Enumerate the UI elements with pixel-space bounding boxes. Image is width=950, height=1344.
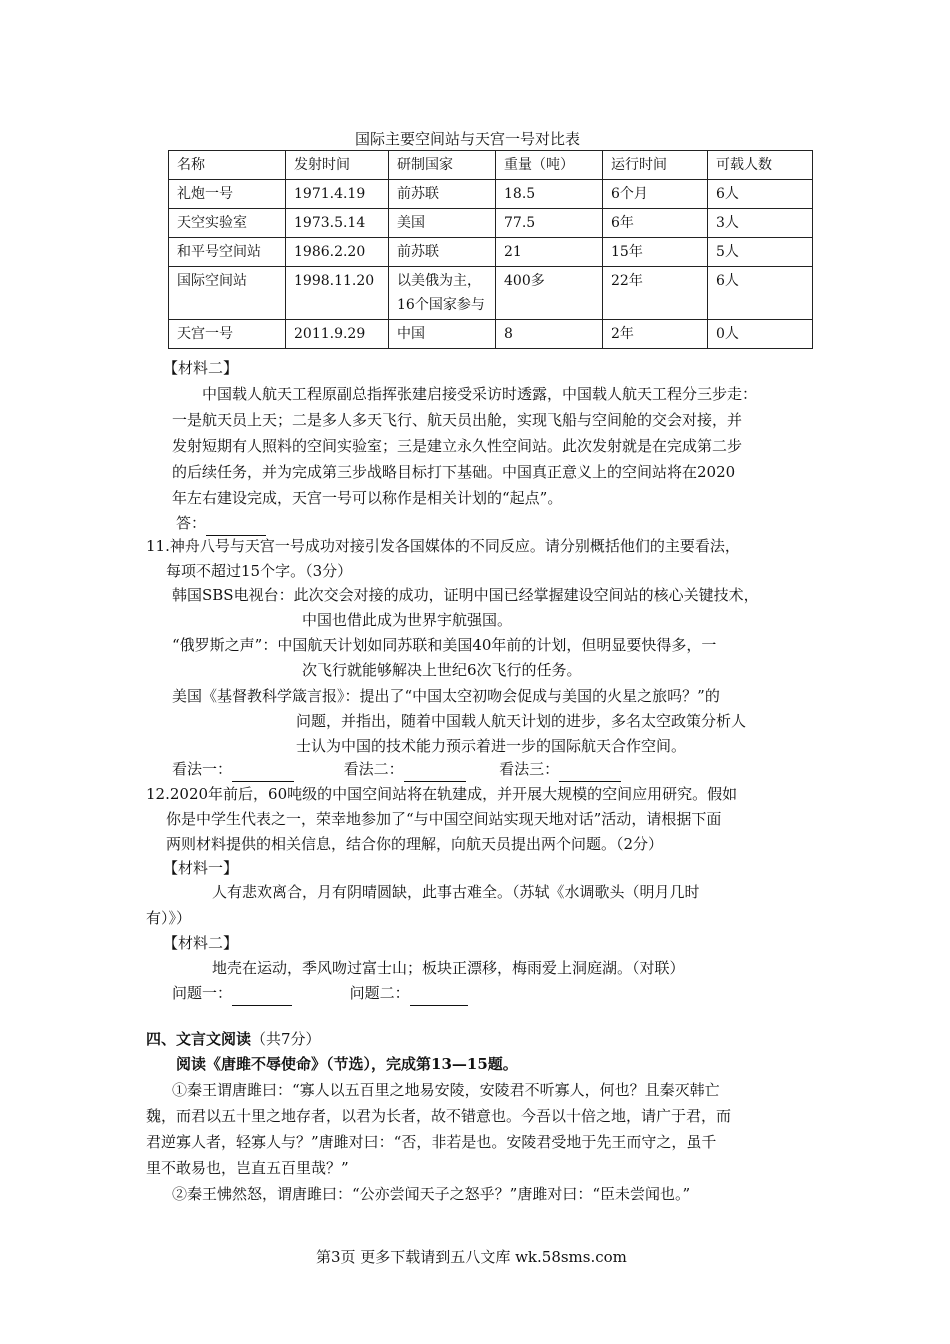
table-cell: 国际空间站 <box>169 267 286 320</box>
russia-view: 次飞行就能够解决上世纪6次飞行的任务。 <box>302 661 582 679</box>
table-cell: 以美俄为主，16个国家参与 <box>389 267 496 320</box>
table-cell: 3人 <box>708 209 813 238</box>
header-cell: 运行时间 <box>603 151 708 180</box>
comparison-table <box>168 150 813 349</box>
view2-label: 看法二： <box>343 760 404 778</box>
table-cell: 天空实验室 <box>169 209 286 238</box>
classical-paragraph-2: ②秦王怫然怒，谓唐雎曰：“公亦尝闻天子之怒乎？”唐雎对曰：“臣未尝闻也。” <box>172 1185 691 1203</box>
russia-view: “俄罗斯之声”：中国航天计划如同苏联和美国40年前的计划，但明显要快得多，一 <box>172 636 717 654</box>
view1-blank[interactable] <box>232 765 294 782</box>
header-cell: 发射时间 <box>286 151 389 180</box>
table-caption: 国际主要空间站与天宫一号对比表 <box>355 130 581 148</box>
table-cell: 0人 <box>708 320 813 349</box>
table-cell: 美国 <box>389 209 496 238</box>
section-four-instruction: 阅读《唐雎不辱使命》（节选），完成第13—15题。 <box>176 1055 518 1073</box>
table-cell: 15年 <box>603 238 708 267</box>
table-row <box>169 238 813 267</box>
table-cell: 1998.11.20 <box>286 267 389 320</box>
table-cell: 前苏联 <box>389 180 496 209</box>
table-cell: 1971.4.19 <box>286 180 389 209</box>
table-row <box>169 209 813 238</box>
table-cell: 21 <box>496 238 603 267</box>
table-cell: 和平号空间站 <box>169 238 286 267</box>
ask1-blank[interactable] <box>232 989 292 1006</box>
table-cell: 1973.5.14 <box>286 209 389 238</box>
ask1-label: 问题一： <box>172 984 233 1002</box>
classical-paragraph-1: ①秦王谓唐雎曰：“寡人以五百里之地易安陵，安陵君不听寡人，何也？且秦灭韩亡 <box>172 1081 720 1099</box>
material-two-line: 一是航天员上天；二是多人多天飞行、航天员出舱，实现飞船与空间舱的交会对接，并 <box>172 411 743 429</box>
ask2-blank[interactable] <box>410 989 468 1006</box>
korea-view: 韩国SBS电视台：此次交会对接的成功，证明中国已经掌握建设空间站的核心关键技术， <box>172 586 759 604</box>
material-two-line: 中国载人航天工程原副总指挥张建启接受采访时透露，中国载人航天工程分三步走： <box>202 385 758 403</box>
classical-paragraph-1: 里不敢易也，岂直五百里哉？” <box>146 1159 349 1177</box>
q12-material-two-label: 【材料二】 <box>163 934 239 952</box>
table-cell: 22年 <box>603 267 708 320</box>
table-cell: 前苏联 <box>389 238 496 267</box>
usa-view: 美国《基督教科学箴言报》：提出了“中国太空初吻会促成与美国的火星之旅吗？”的 <box>172 687 720 705</box>
table-cell: 8 <box>496 320 603 349</box>
table-cell: 中国 <box>389 320 496 349</box>
table-cell: 5人 <box>708 238 813 267</box>
table-row <box>169 320 813 349</box>
header-cell: 名称 <box>169 151 286 180</box>
section-four-heading <box>146 1026 321 1052</box>
header-cell: 重量（吨） <box>496 151 603 180</box>
section-four-score: （共7分） <box>251 1030 321 1048</box>
q12-line: 12.2020年前后，60吨级的中国空间站将在轨建成，并开展大规模的空间应用研究。假如 <box>146 785 738 803</box>
usa-view: 士认为中国的技术能力预示着进一步的国际航天合作空间。 <box>296 737 687 755</box>
q12-material-one-line: 人有悲欢离合，月有阴晴圆缺，此事古难全。（苏轼《水调歌头（明月几时 <box>212 883 700 901</box>
table-cell: 礼炮一号 <box>169 180 286 209</box>
material-two-line: 年左右建设完成，天宫一号可以称作是相关计划的“起点”。 <box>172 489 563 507</box>
korea-view: 中国也借此成为世界宇航强国。 <box>302 611 513 629</box>
views-answer-row <box>172 756 621 782</box>
answer-label: 答： <box>176 514 207 532</box>
questions-answer-row <box>172 980 468 1006</box>
header-cell: 可载人数 <box>708 151 813 180</box>
table-header-row <box>169 151 813 180</box>
material-two-line: 发射短期有人照料的空间实验室；三是建立永久性空间站。此次发射就是在完成第二步 <box>172 437 743 455</box>
ask2-label: 问题二： <box>349 984 410 1002</box>
material-two-line: 的后续任务，并为完成第三步战略目标打下基础。中国真正意义上的空间站将在2020 <box>172 463 736 481</box>
table-row <box>169 180 813 209</box>
q12-material-one-label: 【材料一】 <box>163 859 239 877</box>
view1-label: 看法一： <box>172 760 233 778</box>
q12-line: 你是中学生代表之一，荣幸地参加了“与中国空间站实现天地对话”活动，请根据下面 <box>166 810 722 828</box>
view2-blank[interactable] <box>404 765 466 782</box>
view3-blank[interactable] <box>559 765 621 782</box>
table-row <box>169 267 813 320</box>
classical-paragraph-1: 君逆寡人者，轻寡人与？”唐雎对曰：“否，非若是也。安陵君受地于先王而守之，虽千 <box>146 1133 717 1151</box>
table-cell: 6人 <box>708 180 813 209</box>
q11-line: 11.神舟八号与天宫一号成功对接引发各国媒体的不同反应。请分别概括他们的主要看法， <box>146 537 740 555</box>
table-cell: 400多 <box>496 267 603 320</box>
section-four-title: 四、文言文阅读 <box>146 1030 252 1048</box>
classical-paragraph-1: 魏，而君以五十里之地存者，以君为长者，故不错意也。今吾以十倍之地，请广于君，而 <box>146 1107 732 1125</box>
table-cell: 2011.9.29 <box>286 320 389 349</box>
header-cell: 研制国家 <box>389 151 496 180</box>
material-two-label: 【材料二】 <box>163 359 239 377</box>
table-cell: 6人 <box>708 267 813 320</box>
q12-material-two-line: 地壳在运动，季风吻过富士山；板块正漂移，梅雨爱上洞庭湖。（对联） <box>212 959 685 977</box>
table-cell: 6个月 <box>603 180 708 209</box>
table-cell: 天宫一号 <box>169 320 286 349</box>
table-cell: 18.5 <box>496 180 603 209</box>
table-cell: 6年 <box>603 209 708 238</box>
q12-line: 两则材料提供的相关信息，结合你的理解，向航天员提出两个问题。（2分） <box>166 835 664 853</box>
q12-material-one-line: 有）》） <box>146 909 192 927</box>
usa-view: 问题，并指出，随着中国载人航天计划的进步，多名太空政策分析人 <box>296 712 747 730</box>
view3-label: 看法三： <box>499 760 560 778</box>
table-cell: 1986.2.20 <box>286 238 389 267</box>
table-cell: 2年 <box>603 320 708 349</box>
table-cell: 77.5 <box>496 209 603 238</box>
page-footer: 第3页 更多下载请到五八文库 wk.58sms.com <box>316 1248 627 1266</box>
q11-line: 每项不超过15个字。（3分） <box>166 562 353 580</box>
